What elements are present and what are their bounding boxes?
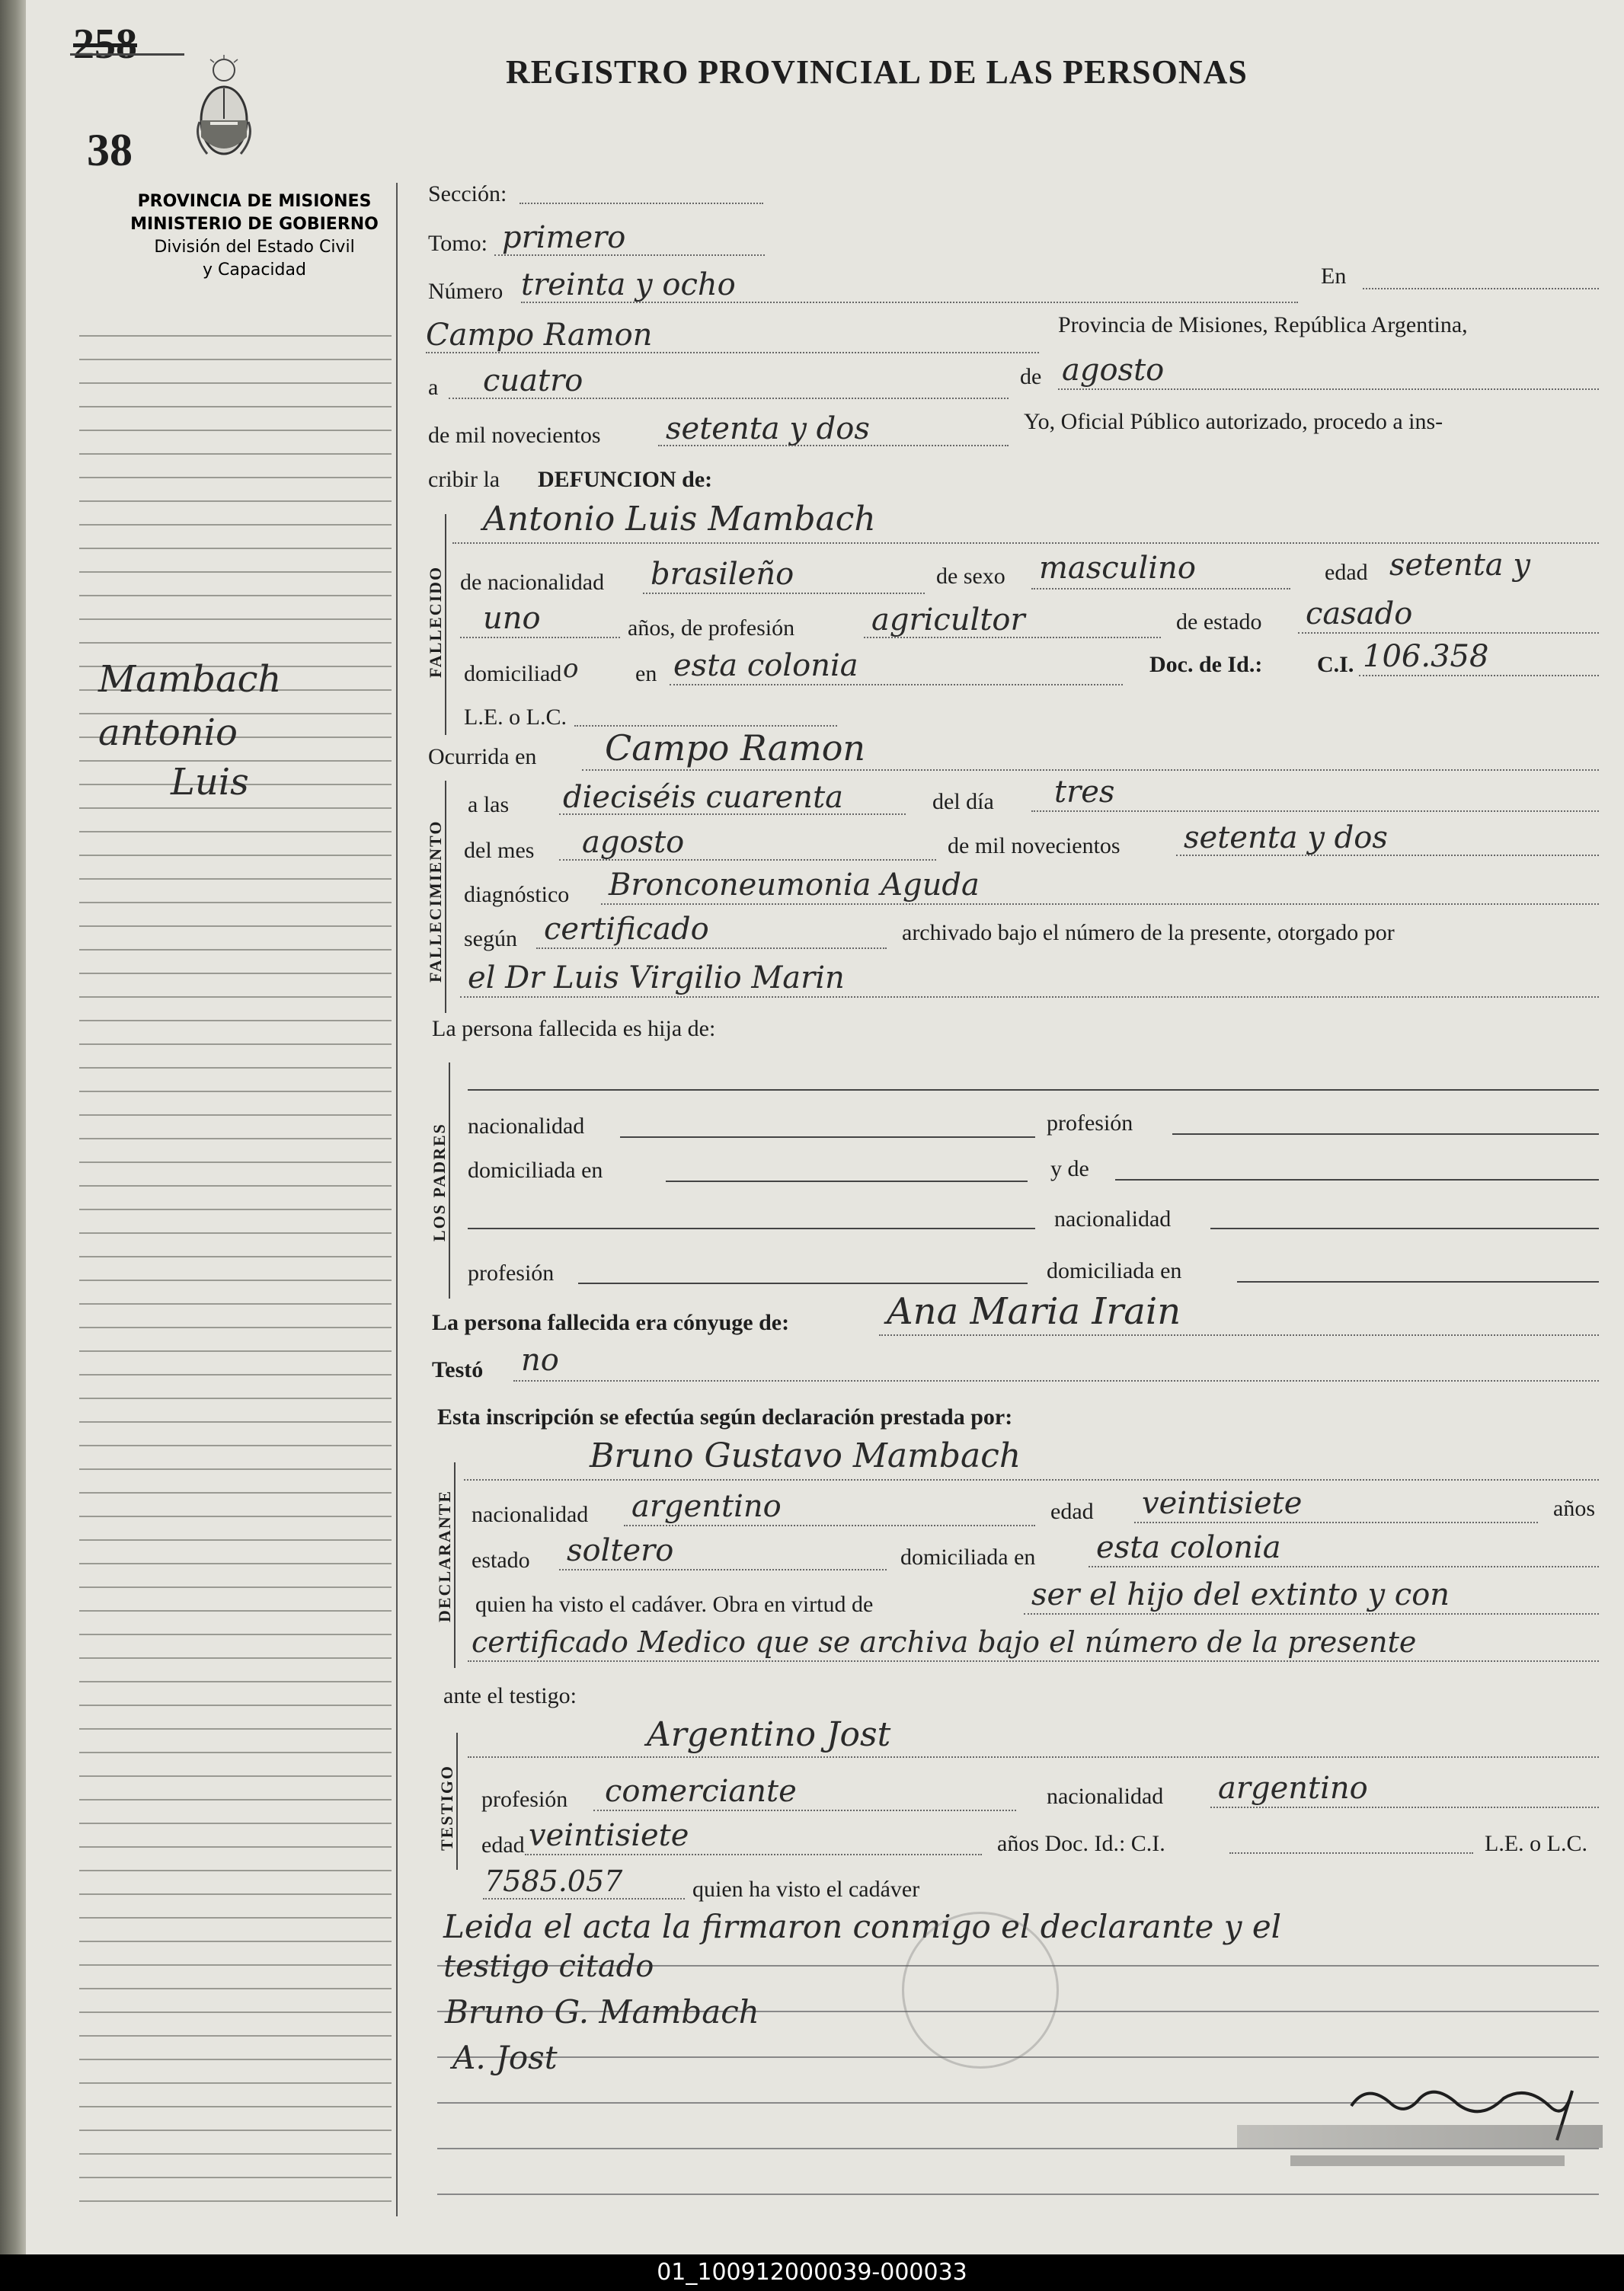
closing-line-6	[437, 2194, 1599, 2195]
fallecido-domiciliado-label: domiciliad	[464, 661, 562, 686]
testo-value: no	[521, 1343, 559, 1378]
margin-ruled-line	[79, 2059, 392, 2060]
margin-ruled-line	[79, 1610, 392, 1612]
day-value: cuatro	[483, 363, 583, 398]
margin-ruled-line	[79, 855, 392, 856]
margin-ruled-line	[79, 1043, 392, 1045]
margin-ruled-line	[79, 1563, 392, 1564]
margin-ruled-line	[79, 1728, 392, 1730]
margin-ruled-line	[79, 1586, 392, 1588]
fallecido-nacionalidad-label: de nacionalidad	[460, 570, 605, 595]
segun-line	[536, 947, 887, 949]
margin-ruled-line	[79, 642, 392, 644]
padre-nacionalidad-line	[620, 1136, 1035, 1138]
fallecido-domicilio-value: esta colonia	[673, 648, 858, 683]
month-line	[1058, 388, 1599, 390]
document-title: REGISTRO PROVINCIAL DE LAS PERSONAS	[506, 53, 1248, 91]
declarante-nacionalidad-line	[624, 1525, 1035, 1526]
margin-ruled-line	[79, 2130, 392, 2131]
testo-label: Testó	[432, 1357, 484, 1382]
margin-ruled-line	[79, 1657, 392, 1659]
declarante-virtud-value: ser el hijo del extinto y con	[1031, 1577, 1450, 1612]
fallecido-name-line	[452, 542, 1599, 544]
margin-ruled-line	[79, 1681, 392, 1682]
fallecido-ci-value: 106.358	[1363, 639, 1489, 674]
declarante-name-line	[464, 1479, 1599, 1481]
fallecido-nacionalidad-line	[643, 593, 925, 594]
mes-value: agosto	[582, 825, 685, 860]
testigo-section-label: TESTIGO	[437, 1764, 456, 1851]
margin-ruled-line	[79, 524, 392, 526]
padre-profesion-line	[1172, 1133, 1599, 1135]
a-label: a	[428, 375, 439, 400]
declarante-edad-line	[1134, 1522, 1538, 1523]
document-page	[26, 0, 1624, 2254]
testigo-name-value: Argentino Jost	[647, 1715, 891, 1754]
margin-ruled-line	[79, 902, 392, 903]
margin-ruled-line	[79, 1303, 392, 1305]
margin-ruled-line	[79, 1846, 392, 1848]
margin-ruled-line	[79, 1634, 392, 1635]
margin-ruled-line	[79, 1988, 392, 1989]
fallecido-edad-line	[460, 637, 620, 638]
margin-ruled-line	[79, 430, 392, 431]
margin-ruled-line	[79, 1161, 392, 1163]
madre-domiciliada-label: domiciliada en	[1047, 1258, 1182, 1283]
madre-domiciliada-line	[1237, 1281, 1599, 1283]
declarante-domicilio-value: esta colonia	[1096, 1530, 1281, 1565]
day-line	[449, 398, 1009, 399]
declarante-visto-text: quien ha visto el cadáver. Obra en virtud de	[475, 1592, 874, 1617]
margin-ruled-line	[79, 878, 392, 880]
inscripcion-text: Esta inscripción se efectúa según declaración prestada por:	[437, 1404, 1013, 1430]
declarante-domicilio-line	[1089, 1566, 1599, 1567]
fallecido-sexo-line	[1031, 588, 1290, 590]
testigo-le-label: L.E. o L.C.	[1485, 1831, 1587, 1856]
fallecido-sexo-value: masculino	[1039, 551, 1196, 586]
diagnostico-value: Bronconeumonia Aguda	[609, 868, 980, 903]
margin-ruled-line	[79, 1374, 392, 1376]
place-value: Campo Ramon	[426, 318, 653, 353]
margin-ruled-line	[79, 1775, 392, 1777]
margin-ruled-line	[79, 2106, 392, 2107]
fallecido-doc-label: Doc. de Id.:	[1149, 652, 1263, 677]
ocurrida-line	[582, 769, 1599, 771]
margin-ruled-line	[79, 1209, 392, 1210]
hora-label: a las	[468, 792, 510, 817]
margin-ruled-line	[79, 1964, 392, 1966]
testigo-number-value: 7585.057	[484, 1864, 623, 1898]
page-number: 38	[87, 125, 133, 175]
officer-stamp	[1237, 2125, 1603, 2148]
official-seal	[902, 1912, 1059, 2069]
margin-ruled-line	[79, 1445, 392, 1446]
madre-name-line	[1115, 1179, 1599, 1181]
margin-ruled-line	[79, 1067, 392, 1069]
fallecido-edad-value: setenta y	[1389, 548, 1530, 583]
coat-of-arms-emblem	[193, 53, 254, 168]
medico-value: el Dr Luis Virgilio Marin	[468, 960, 845, 995]
margin-ruled-line	[79, 1941, 392, 1942]
anio-value: setenta y dos	[1184, 820, 1388, 855]
declarante-nacionalidad-label: nacionalidad	[472, 1502, 589, 1527]
margin-ruled-line	[79, 1091, 392, 1092]
madre-nacionalidad-line	[1210, 1228, 1599, 1229]
margin-ruled-line	[79, 1256, 392, 1257]
defuncion-heading: DEFUNCION de:	[538, 467, 713, 492]
officer-stamp-caption	[1290, 2155, 1565, 2166]
margin-ruled-line	[79, 1185, 392, 1187]
margin-ruled-line	[79, 1893, 392, 1895]
conyuge-line	[879, 1334, 1599, 1336]
margin-ruled-line	[79, 382, 392, 384]
testigo-visto-text: quien ha visto el cadáver	[692, 1877, 920, 1902]
closing-leida-text: Leida el acta la firmaron conmigo el declarante y el	[443, 1908, 1282, 1945]
padre-nacionalidad-label: nacionalidad	[468, 1114, 585, 1139]
padre-profesion-label: profesión	[1047, 1110, 1133, 1136]
margin-ruled-line	[79, 1799, 392, 1801]
margin-ruled-line	[79, 973, 392, 974]
tomo-value: primero	[502, 220, 626, 255]
division-name: División del Estado Civil	[154, 238, 355, 257]
margin-ruled-line	[79, 807, 392, 809]
fallecido-le-line	[574, 725, 837, 727]
margin-ruled-line	[79, 831, 392, 832]
margin-note-middlename: Luis	[171, 761, 249, 804]
margin-ruled-line	[79, 571, 392, 573]
diagnostico-label: diagnóstico	[464, 882, 570, 907]
margin-ruled-line	[79, 1421, 392, 1423]
numero-label: Número	[428, 279, 504, 304]
margin-ruled-line	[79, 1492, 392, 1494]
margin-ruled-line	[79, 1516, 392, 1517]
margin-ruled-line	[79, 996, 392, 998]
margin-ruled-line	[79, 406, 392, 407]
declarante-estado-value: soltero	[567, 1533, 674, 1568]
medico-line	[460, 996, 1599, 998]
fallecido-sexo-label: de sexo	[936, 564, 1005, 589]
hora-value: dieciséis cuarenta	[563, 780, 843, 815]
testigo-nacionalidad-line	[1210, 1807, 1599, 1808]
month-value: agosto	[1062, 353, 1165, 388]
declarante-section-label: DECLARANTE	[435, 1489, 454, 1622]
numero-line	[521, 302, 1298, 303]
declarante-virtud-value-cont: certificado Medico que se archiva bajo el número de la presente	[472, 1625, 1417, 1659]
numero-value: treinta y ocho	[521, 267, 736, 302]
margin-ruled-line	[79, 1138, 392, 1139]
testigo-edad-line	[525, 1854, 982, 1855]
inscribir-text: cribir la	[428, 467, 500, 492]
testigo-ci-line	[1229, 1852, 1473, 1854]
testigo-name-line	[468, 1756, 1599, 1758]
margin-ruled-line	[79, 1350, 392, 1352]
hora-line	[559, 813, 906, 815]
declarante-estado-line	[559, 1569, 887, 1570]
margin-ruled-line	[79, 949, 392, 951]
margin-ruled-line	[79, 335, 392, 337]
mes-label: del mes	[464, 838, 535, 863]
madre-nacionalidad-label: nacionalidad	[1054, 1206, 1172, 1232]
margin-ruled-line	[79, 1020, 392, 1021]
madre-profesion-line	[578, 1283, 1028, 1284]
province-country-text: Provincia de Misiones, República Argentina,	[1058, 312, 1468, 337]
testo-line	[513, 1380, 1599, 1382]
book-binding	[0, 0, 26, 2254]
declarante-virtud-line-2	[468, 1660, 1599, 1662]
margin-note-surname: Mambach	[98, 658, 282, 701]
strike-line	[70, 53, 184, 56]
image-identifier: 01_100912000039-000033	[657, 2259, 967, 2286]
margin-ruled-line	[79, 1752, 392, 1753]
margin-ruled-line	[79, 1539, 392, 1541]
fallecimiento-section-label: FALLECIMIENTO	[426, 820, 445, 983]
madre-y-de-label: y de	[1050, 1156, 1089, 1181]
en-line	[1363, 288, 1599, 289]
diagnostico-line	[601, 903, 1599, 905]
ocurrida-label: Ocurrida en	[428, 744, 537, 769]
margin-ruled-line	[79, 1823, 392, 1824]
segun-label: según	[464, 926, 517, 951]
anio-label: de mil novecientos	[948, 833, 1120, 858]
place-line	[426, 352, 1039, 353]
declarante-anos-label: años	[1553, 1496, 1595, 1521]
margin-ruled-line	[79, 1114, 392, 1116]
fallecido-edad-value-cont: uno	[483, 601, 541, 636]
closing-line-5	[437, 2148, 1599, 2149]
year-label: de mil novecientos	[428, 423, 601, 448]
testigo-profesion-label: profesión	[481, 1787, 568, 1812]
padre-domiciliada-line	[666, 1181, 1028, 1182]
declarante-edad-value: veintisiete	[1142, 1486, 1303, 1521]
margin-ruled-line	[79, 2082, 392, 2084]
margin-ruled-line	[79, 1917, 392, 1919]
margin-ruled-line	[79, 2177, 392, 2178]
year-line	[658, 445, 1009, 446]
declarante-name-value: Bruno Gustavo Mambach	[590, 1436, 1021, 1475]
fallecido-profesion-line	[864, 637, 1161, 638]
ocurrida-value: Campo Ramon	[605, 727, 866, 768]
fallecido-anos-profesion-label: años, de profesión	[628, 615, 795, 641]
margin-ruled-line	[79, 2200, 392, 2202]
margin-ruled-line	[79, 1705, 392, 1706]
seccion-line	[519, 203, 763, 204]
margin-ruled-line	[79, 1232, 392, 1234]
margin-ruled-line	[79, 1870, 392, 1871]
fallecido-section-label: FALLECIDO	[426, 565, 445, 678]
segun-value: certificado	[544, 912, 709, 947]
conyuge-value: Ana Maria Irain	[887, 1290, 1181, 1333]
closing-leida-text-cont: testigo citado	[443, 1949, 654, 1984]
madre-profesion-label: profesión	[468, 1261, 555, 1286]
testigo-signature: A. Jost	[452, 2039, 558, 2076]
oficial-text: Yo, Oficial Público autorizado, procedo a ins-	[1024, 409, 1443, 434]
hija-de-text: La persona fallecida es hija de:	[432, 1016, 716, 1041]
margin-ruled-line	[79, 2153, 392, 2155]
anio-line	[1176, 855, 1599, 856]
testigo-anos-doc-label: años Doc. Id.: C.I.	[997, 1831, 1165, 1856]
fallecido-estado-label: de estado	[1176, 609, 1262, 634]
margin-ruled-line	[79, 1398, 392, 1399]
declarante-virtud-line	[1024, 1613, 1599, 1615]
archivado-text: archivado bajo el número de la presente, otorgado por	[902, 920, 1395, 945]
padre-domiciliada-label: domiciliada en	[468, 1158, 603, 1183]
issuer-block	[94, 190, 414, 282]
margin-ruled-line	[79, 1280, 392, 1281]
margin-ruled-line	[79, 1327, 392, 1328]
seccion-label: Sección:	[428, 181, 507, 206]
padre-name-line	[468, 1089, 1599, 1091]
dia-value: tres	[1054, 775, 1115, 810]
margin-ruled-line	[79, 2035, 392, 2037]
fallecido-nacionalidad-value: brasileño	[651, 557, 794, 592]
fallecido-domicilio-line	[670, 684, 1123, 685]
province-name: PROVINCIA DE MISIONES	[137, 192, 372, 211]
declarante-nacionalidad-value: argentino	[631, 1489, 782, 1524]
testigo-nacionalidad-value: argentino	[1218, 1771, 1368, 1806]
tomo-line	[494, 254, 765, 256]
image-identifier-bar	[0, 2254, 1624, 2291]
padres-blank-line	[468, 1228, 1035, 1229]
testigo-number-line	[483, 1898, 685, 1900]
declarante-signature: Bruno G. Mambach	[445, 1993, 759, 2031]
dia-line	[1031, 810, 1599, 812]
padres-section-label: LOS PADRES	[430, 1123, 449, 1241]
margin-ruled-line	[79, 453, 392, 455]
ministry-name: MINISTERIO DE GOBIERNO	[130, 215, 379, 234]
declarante-domiciliada-label: domiciliada en	[900, 1545, 1036, 1570]
testigo-edad-value: veintisiete	[529, 1818, 689, 1853]
year-value: setenta y dos	[666, 411, 870, 446]
fallecido-le-label: L.E. o L.C.	[464, 705, 567, 730]
fallecido-domiciliado-suffix: o	[563, 653, 579, 684]
margin-divider	[396, 183, 398, 2216]
fallecido-estado-value: casado	[1306, 596, 1413, 631]
dia-label: del día	[932, 789, 994, 814]
margin-ruled-line	[79, 2011, 392, 2013]
fallecido-name-value: Antonio Luis Mambach	[483, 500, 876, 538]
margin-ruled-line	[79, 548, 392, 549]
margin-ruled-line	[79, 1468, 392, 1470]
fallecido-profesion-value: agricultor	[871, 602, 1025, 637]
margin-ruled-line	[79, 618, 392, 620]
margin-ruled-line	[79, 477, 392, 478]
division-name-line2: y Capacidad	[203, 260, 306, 280]
de-label: de	[1020, 364, 1042, 389]
margin-ruled-line	[79, 595, 392, 596]
crossed-page-number: 258	[73, 21, 137, 68]
tomo-label: Tomo:	[428, 231, 488, 256]
fallecido-ci-label: C.I.	[1317, 652, 1354, 677]
margin-ruled-line	[79, 925, 392, 927]
testigo-profesion-line	[593, 1810, 1016, 1811]
margin-note-firstname: antonio	[98, 711, 238, 754]
testigo-intro-text: ante el testigo:	[443, 1683, 577, 1708]
mes-line	[559, 859, 936, 861]
fallecido-ci-line	[1359, 675, 1599, 676]
fallecido-en-label: en	[635, 661, 657, 686]
en-label: En	[1321, 264, 1347, 289]
declarante-estado-label: estado	[472, 1548, 530, 1573]
testigo-profesion-value: comerciante	[605, 1774, 797, 1809]
declarante-edad-label: edad	[1050, 1499, 1094, 1524]
testigo-edad-label: edad	[481, 1832, 525, 1858]
fallecido-edad-label: edad	[1325, 560, 1368, 585]
fallecido-estado-line	[1298, 632, 1599, 634]
conyuge-label: La persona fallecida era cónyuge de:	[432, 1310, 790, 1335]
margin-ruled-line	[79, 359, 392, 360]
testigo-nacionalidad-label: nacionalidad	[1047, 1784, 1164, 1809]
margin-ruled-line	[79, 500, 392, 502]
